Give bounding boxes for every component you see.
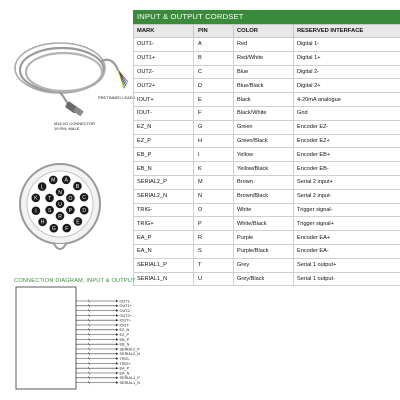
wire-arrow (116, 357, 119, 360)
cell-color: Brown/Black (234, 189, 294, 203)
cell-mark: EB_P (134, 148, 194, 162)
wire-arrow (116, 381, 119, 384)
wire-label: EZ_P (119, 333, 129, 337)
cell-color: Grey (234, 258, 294, 272)
wire-arrow (116, 319, 119, 322)
table-row (134, 38, 400, 52)
pin-label: C (82, 195, 86, 202)
wire-arrow (116, 338, 119, 341)
cell-color: Yellow/Black (234, 162, 294, 176)
pin-label: T (48, 195, 52, 202)
cell-color: White (234, 203, 294, 217)
cell-color: Red/White (234, 51, 294, 65)
table-row (134, 79, 400, 93)
connector-face (10, 158, 110, 254)
table-row (134, 203, 400, 217)
table-row (134, 148, 400, 162)
wire-label: SERIAL2_P (119, 347, 140, 352)
cell-color: Red (234, 38, 294, 52)
cell-mark: IOUT+ (134, 93, 194, 107)
pin-label: U (58, 201, 62, 208)
table-row (134, 231, 400, 245)
cell-interface: Serial 2 input- (294, 189, 400, 203)
wire-arrow (116, 377, 119, 380)
table-row (134, 106, 400, 120)
wire-arrow (116, 329, 119, 332)
cell-pin: M (194, 175, 234, 189)
cell-mark: SERIAL1_N (134, 272, 194, 286)
cell-pin: C (194, 65, 234, 79)
cell-interface: Encoder EZ+ (294, 134, 400, 148)
cell-pin: G (194, 120, 234, 134)
cell-color: Green (234, 120, 294, 134)
pin-label: N (58, 189, 62, 196)
cell-pin: B (194, 51, 234, 65)
cell-color: Green/Black (234, 134, 294, 148)
cell-interface: Trigger signal- (294, 203, 400, 217)
leads-label: PRETINNED LEADS (98, 95, 136, 100)
cell-interface: Serial 1 output- (294, 272, 400, 286)
cell-mark: SERIAL2_P (134, 175, 194, 189)
pin-label: M (51, 177, 56, 184)
wire-label: OUT2+ (119, 313, 132, 318)
cell-mark: OUT1+ (134, 51, 194, 65)
cell-interface: 4-20mA analogue (294, 93, 400, 107)
cell-interface: Serial 1 output+ (294, 258, 400, 272)
cell-pin: P (194, 217, 234, 231)
wire-label: OUT2- (119, 309, 131, 313)
wire-label: TRIG+ (119, 361, 131, 366)
wire-label: SERIAL1_P (119, 376, 140, 381)
cell-pin: D (194, 79, 234, 93)
pin-label: I (35, 208, 37, 215)
cordset-table-panel (133, 10, 400, 286)
table-row (134, 175, 400, 189)
pin-label: B (75, 183, 80, 190)
wire-label: SERIAL1_N (119, 381, 140, 385)
table-row (134, 272, 400, 286)
wire-label: EZ_N (119, 328, 130, 333)
table-row (134, 244, 400, 258)
table-header-row (134, 25, 400, 38)
cell-pin: K (194, 162, 234, 176)
device-box (16, 287, 76, 389)
cell-pin: O (194, 203, 234, 217)
wire-arrow (116, 353, 119, 356)
cell-interface: Digital 1+ (294, 51, 400, 65)
wire-label: OUT1+ (119, 304, 132, 309)
cell-mark: TRIG+ (134, 217, 194, 231)
cell-pin: T (194, 258, 234, 272)
wire-arrow (116, 333, 119, 336)
wire-arrow (116, 362, 119, 365)
connector-label-line2: 19 PIN, MALE (54, 126, 80, 131)
wire-label: EA_N (119, 371, 130, 376)
cell-pin: I (194, 148, 234, 162)
wire-arrow (116, 305, 119, 308)
wire-label: EB_N (119, 342, 130, 347)
cell-color: Blue/Black (234, 79, 294, 93)
cell-mark: IOUT- (134, 106, 194, 120)
header-pin: PIN (194, 25, 234, 38)
wire-arrow (116, 314, 119, 317)
cell-pin: F (194, 106, 234, 120)
wire-arrow (116, 367, 119, 370)
cell-interface: Serial 2 input+ (294, 175, 400, 189)
cell-color: Grey/Black (234, 272, 294, 286)
header-color: COLOR (234, 25, 294, 38)
wire-arrow (116, 343, 119, 346)
table-row (134, 120, 400, 134)
cell-mark: OUT1- (134, 38, 194, 52)
pin-label: O (68, 195, 73, 202)
cell-mark: EB_N (134, 162, 194, 176)
wire-arrow (116, 324, 119, 327)
wire-arrow (116, 348, 119, 351)
cell-pin: E (194, 93, 234, 107)
pin-label: S (47, 207, 52, 214)
table-row (134, 162, 400, 176)
wire-label: TRIG- (119, 357, 130, 361)
diagram-title: CONNECTION DIAGRAM, INPUT & OUTPUT (14, 278, 136, 284)
wire-label: IOUT- (119, 323, 130, 328)
wire-label: EB_P (119, 337, 130, 342)
cell-pin: A (194, 38, 234, 52)
pin-label: K (34, 195, 38, 202)
cell-interface: Digital 2- (294, 65, 400, 79)
cell-interface: Digital 1- (294, 38, 400, 52)
table-row (134, 65, 400, 79)
cell-pin: S (194, 244, 234, 258)
header-mark: MARK (134, 25, 194, 38)
cell-interface: Encoder EA- (294, 244, 400, 258)
cell-interface: Trigger signal+ (294, 217, 400, 231)
wire-arrow (116, 372, 119, 375)
cell-color: Brown (234, 175, 294, 189)
cell-mark: EA_N (134, 244, 194, 258)
cell-color: White/Black (234, 217, 294, 231)
table-row (134, 258, 400, 272)
cell-color: Black/White (234, 106, 294, 120)
cell-pin: H (194, 134, 234, 148)
cell-color: Blue (234, 65, 294, 79)
cell-interface: Encoder EA+ (294, 231, 400, 245)
cell-color: Purple/Black (234, 244, 294, 258)
cable-illustration (0, 0, 135, 140)
wire-label: OUT1- (119, 299, 131, 304)
connection-diagram (14, 285, 146, 393)
table-row (134, 93, 400, 107)
wire-label: SERIAL2_N (119, 352, 140, 357)
cell-mark: EZ_P (134, 134, 194, 148)
wire-arrow (116, 300, 119, 303)
cell-mark: TRIG- (134, 203, 194, 217)
table-title: INPUT & OUTPUT CORDSET (133, 10, 400, 24)
wire-label: IOUT+ (119, 318, 131, 323)
pin-label: H (40, 219, 45, 226)
cell-interface: Encoder EZ- (294, 120, 400, 134)
cell-interface: Encoder EB+ (294, 148, 400, 162)
table-row (134, 189, 400, 203)
cell-color: Purple (234, 231, 294, 245)
cell-pin: N (194, 189, 234, 203)
cordset-table (133, 24, 400, 286)
wire-label: EA_P (119, 366, 130, 371)
table-body (134, 38, 400, 286)
table-row (134, 134, 400, 148)
pin-label: P (68, 207, 73, 214)
table-row (134, 217, 400, 231)
cell-interface: Digital 2+ (294, 79, 400, 93)
pin-label: L (40, 184, 44, 191)
table-row (134, 51, 400, 65)
cell-interface: Gnd (294, 106, 400, 120)
cell-color: Black (234, 93, 294, 107)
cell-mark: SERIAL1_P (134, 258, 194, 272)
header-interface: RESERVED INTERFACE (294, 25, 400, 38)
connector-label-line1: M16 I/O CONNECTOR (54, 121, 96, 126)
cell-color: Yellow (234, 148, 294, 162)
pin-label: G (51, 226, 56, 233)
wire-arrow (116, 309, 119, 312)
pin-label: F (65, 225, 69, 232)
cell-pin: U (194, 272, 234, 286)
cell-mark: EA_P (134, 231, 194, 245)
pin-label: E (76, 219, 80, 226)
pin-label: A (64, 177, 68, 184)
pin-label: D (82, 207, 87, 214)
pin-label: R (58, 213, 62, 220)
cell-interface: Encoder EB- (294, 162, 400, 176)
cell-mark: OUT2- (134, 65, 194, 79)
cell-mark: EZ_N (134, 120, 194, 134)
connector-key-notch (54, 244, 66, 249)
cell-mark: OUT2+ (134, 79, 194, 93)
cell-pin: R (194, 231, 234, 245)
cell-mark: SERIAL2_N (134, 189, 194, 203)
